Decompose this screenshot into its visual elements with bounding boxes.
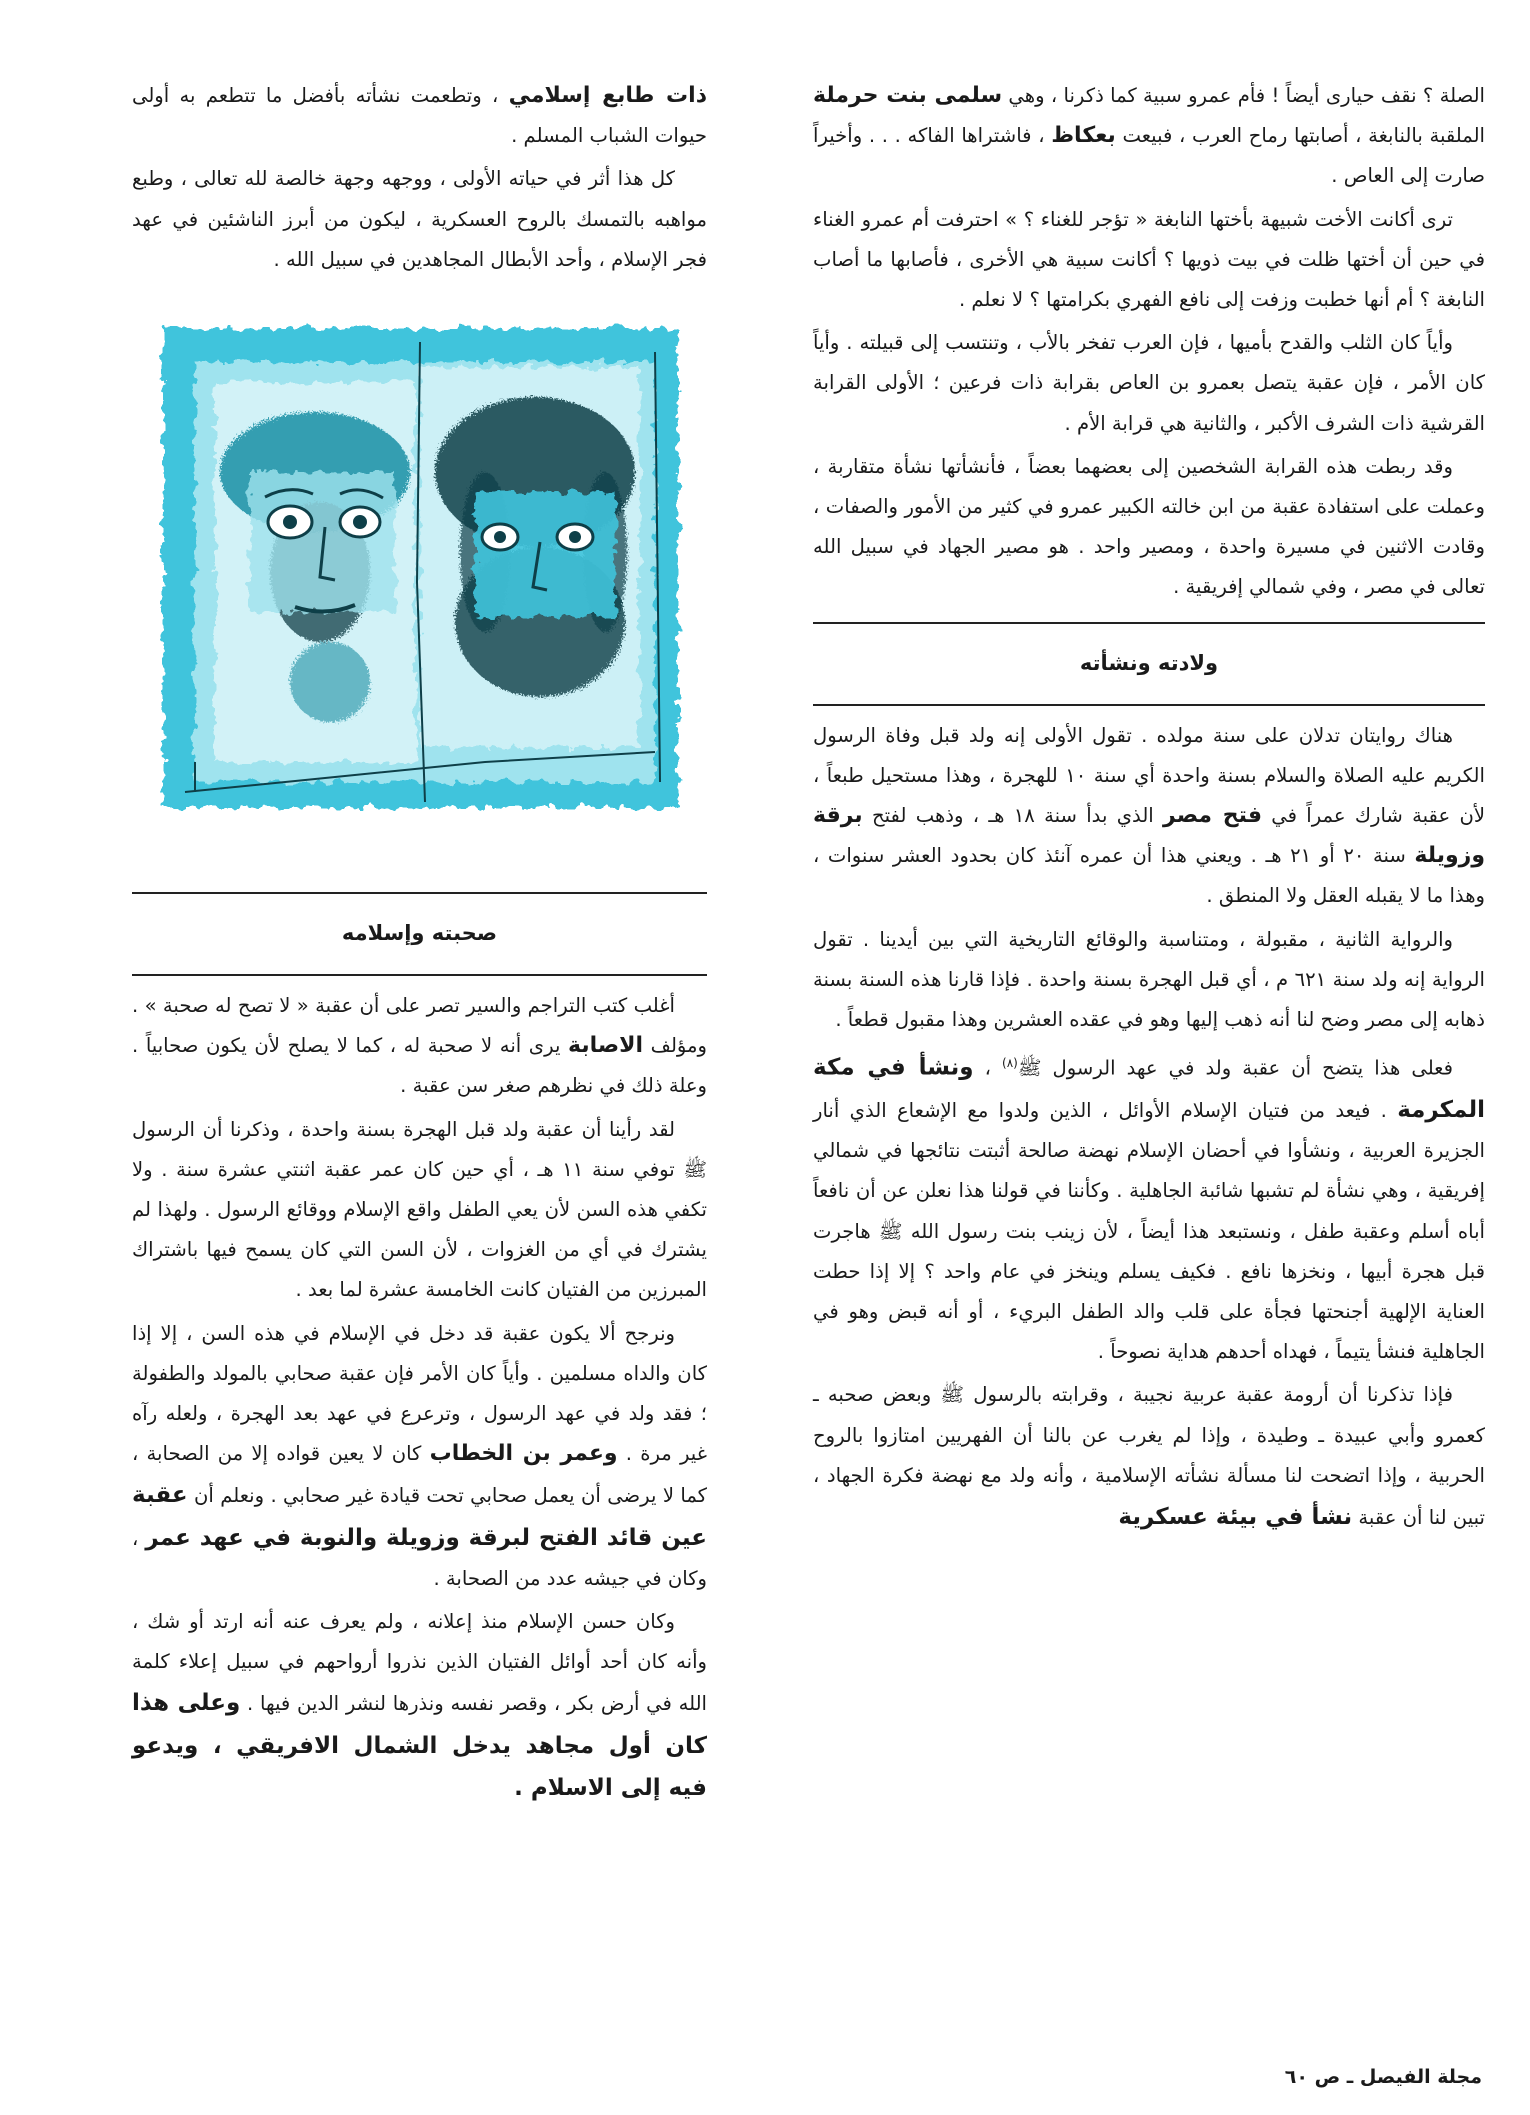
- divider: [813, 704, 1485, 706]
- divider: [132, 974, 707, 976]
- page-footer: مجلة الفيصل ـ ص ٦٠: [1284, 2066, 1482, 2088]
- paragraph: لقد رأينا أن عقبة ولد قبل الهجرة بسنة واحدة ، وذكرنا أن الرسول ﷺ توفي سنة ١١ هـ ، أي حين كان عمر عقبة اثنتي عشرة سنة . ولا تكفي هذه السن لأن يعي الطفل واقع الإسلام ووقائع الرسول . ولهذا لم يشترك في أي من الغزوات ، لأن السن التي كان يسمح فيها باشتراك المبرزين من الفتيان كانت الخامسة عشرة لما بعد .: [132, 1117, 707, 1302]
- section-heading-block: [813, 622, 1485, 706]
- left-column: [132, 76, 707, 1809]
- paragraph: ترى أكانت الأخت شبيهة بأختها النابغة « تؤجر للغناء ؟ » احترفت أم عمرو الغناء في حين أن أختها ظلت في بيت ذويها ؟ أكانت سبية هي الأخرى ، فأصابها ما أصاب النابغة ؟ أم أنها خطبت وزفت إلى نافع الفهري بكرامتها ؟ لا نعلم .: [813, 207, 1485, 312]
- paragraph: الصلة ؟ نقف حيارى أيضاً ! فأم عمرو سبية كما ذكرنا ، وهي سلمى بنت حرملة الملقبة بالنابغة ، أصابتها رماح العرب ، فبيعت بعكاظ ، فاشتراها الفاكه . . . وأخيراً صارت إلى العاص .: [813, 83, 1485, 188]
- paragraph: هناك روايتان تدلان على سنة مولده . تقول الأولى إنه ولد قبل وفاة الرسول الكريم عليه الصلاة والسلام بسنة واحدة أي سنة ١٠ للهجرة ، وهذا مستحيل طبعاً ، لأن عقبة شارك عمراً في فتح مصر الذي بدأ سنة ١٨ هـ ، وذهب لفتح برقة وزويلة سنة ٢٠ أو ٢١ هـ . ويعني هذا أن عمره آنئذ كان بحدود العشر سنوات ، وهذا ما لا يقبله العقل ولا المنطق .: [813, 723, 1486, 908]
- right-column: [813, 76, 1485, 1538]
- footnote-marker: (٨): [1002, 1056, 1018, 1071]
- section-heading-block: [132, 892, 707, 976]
- paragraph: وأياً كان الثلب والقدح بأميها ، فإن العرب تفخر بالأب ، وتنتسب إلى قبيلته . وأياً كان الأمر ، فإن عقبة يتصل بعمرو بن العاص بقرابة ذات فرعين ؛ الأولى القرابة القرشية ذات الشرف الأكبر ، والثانية هي قرابة الأم .: [813, 331, 1485, 435]
- paragraph: كل هذا أثر في حياته الأولى ، ووجهه وجهة خالصة لله تعالى ، وطبع مواهبه بالتمسك بالروح العسكرية ، ليكون من أبرز الناشئين في عهد فجر الإسلام ، وأحد الأبطال المجاهدين في سبيل الله .: [132, 167, 707, 271]
- paragraph: أغلب كتب التراجم والسير تصر على أن عقبة « لا تصح له صحبة » . ومؤلف الاصابة يرى أنه لا صحبة له ، كما لا يصلح لأن يكون صحابياً . وعلة ذلك في نظرهم صغر سن عقبة .: [132, 994, 707, 1098]
- section-heading: ولادته ونشأته: [1079, 650, 1219, 675]
- paragraph: ذات طابع إسلامي ، وتطعمت نشأته بأفضل ما تتطعم به أولى حيوات الشباب المسلم .: [132, 83, 707, 148]
- paragraph: فإذا تذكرنا أن أرومة عقبة عربية نجيبة ، وقرابته بالرسول ﷺ وبعض صحبه ـ كعمرو وأبي عبيدة ـ وطيدة ، وإذا لم يغرب عن بالنا أن الفهريين امتازوا بالروح الحربية ، وإذا اتضحت لنا مسألة نشأته الإسلامية ، وأنه ولد مع نهضة فكرة الجهاد ، تبين لنا أن عقبة نشأ في بيئة عسكرية: [813, 1383, 1485, 1531]
- two-faces-painting-icon: [155, 322, 685, 822]
- paragraph: وقد ربطت هذه القرابة الشخصين إلى بعضهما بعضاً ، فأنشأتها نشأة متقاربة ، وعملت على استفادة عقبة من ابن خالته الكبير عمرو في كثير من الأمور والصفات ، وقادت الاثنين في مسيرة واحدة ، ومصير واحد . هو مصير الجهاد في سبيل الله تعالى في مصر ، وفي شمالي إفريقية .: [813, 454, 1485, 599]
- paragraph: والرواية الثانية ، مقبولة ، ومتناسبة والوقائع التاريخية التي بين أيدينا . تقول الرواية إنه ولد سنة ٦٢١ م ، أي قبل الهجرة بسنة واحدة . فإذا قارنا هذه السنة بسنة ذهابه إلى مصر وضح لنا أنه ذهب إليها وهو في عقده العشرين وهذا مقبول قطعاً .: [813, 927, 1485, 1032]
- paragraph: وكان حسن الإسلام منذ إعلانه ، ولم يعرف عنه أنه ارتد أو شك ، وأنه كان أحد أوائل الفتيان الذين نذروا أرواحهم في سبيل إعلاء كلمة الله في أرض بكر ، وقصر نفسه ونذرها لنشر الدين فيها . وعلى هذا كان أول مجاهد يدخل الشمال الافريقي ، ويدعو فيه إلى الاسلام .: [132, 1610, 707, 1801]
- paragraph: فعلى هذا يتضح أن عقبة ولد في عهد الرسول ﷺ$^{(٨)}$ ، ونشأ في مكة المكرمة . فيعد من فتيان الإسلام الأوائل ، الذين ولدوا مع الإشعاع الذي أنار الجزيرة العربية ، ونشأوا في أحضان الإسلام نهضة صالحة أثبتت نتائجها في شمالي إفريقية ، وهي نشأة لم تشبها شائبة الجاهلية . وكأننا في قولنا هذا نعلن عن أن نافعاً أباه أسلم وعقبة طفل ، ونستبعد هذا أيضاً ، لأن زينب بنت رسول الله ﷺ هاجرت قبل هجرة أبيها ، ونخزها نافع . فكيف يسلم وينخز في عام واحد ؟ إلا إذا حطت العناية الإلهية أجنحتها فجأة على قلب والد الطفل البريء ، أو أنه قبض وهو في الجاهلية فنشأ يتيماً ، فهداه أحدهم هداية نصوحاً .: [813, 1054, 1485, 1364]
- paragraph: ونرجح ألا يكون عقبة قد دخل في الإسلام في هذه السن ، إلا إذا كان والداه مسلمين . وأياً كان الأمر فإن عقبة صحابي بالمولد والطفولة ؛ فقد ولد في عهد الرسول ، وترعرع في عهد بعد الهجرة ، ولعله رآه غير مرة . وعمر بن الخطاب كان لا يعين قواده إلا من الصحابة ، كما لا يرضى أن يعمل صحابي تحت قيادة غير صحابي . ونعلم أن عقبة عين قائد الفتح لبرقة وزويلة والنوبة في عهد عمر ، وكان في جيشه عدد من الصحابة .: [132, 1321, 707, 1590]
- bold-place: بعكاظ: [1051, 123, 1116, 149]
- bold-name: سلمى بنت حرملة: [813, 83, 1003, 108]
- section-heading: صحبته وإسلامه: [341, 921, 498, 946]
